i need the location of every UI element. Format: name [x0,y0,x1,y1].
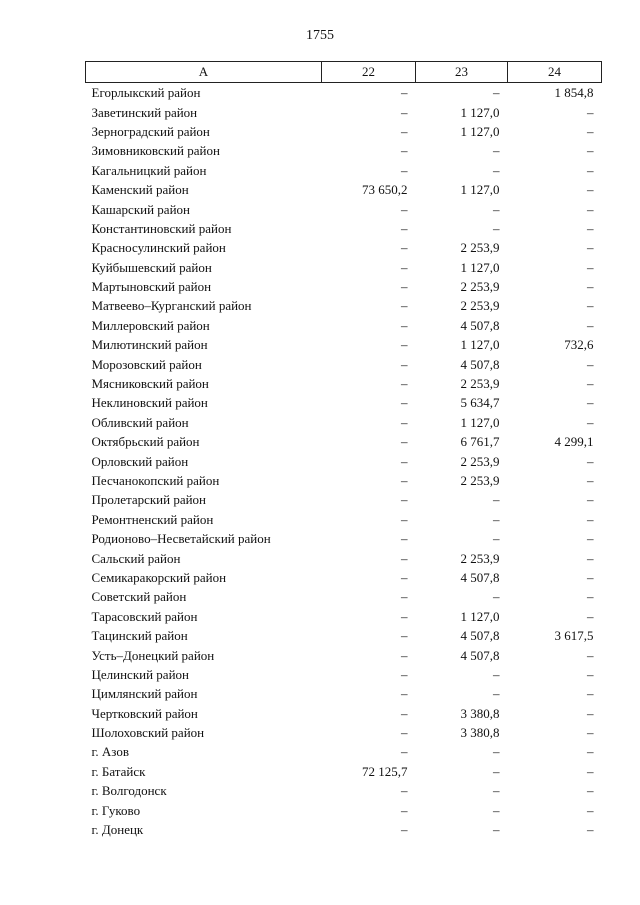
table-row [86,529,602,548]
municipality-name: Семикаракорский район [91,569,227,585]
page-number: 1755 [306,28,334,43]
municipality-name: Заветинский район [91,104,198,120]
table-row [86,141,602,160]
municipality-name: Морозовский район [91,356,202,372]
table-row [86,762,602,781]
value-col-23: – [493,822,500,838]
value-col-24: – [587,453,594,469]
value-col-24: – [587,356,594,372]
table-row [86,684,602,703]
municipality-name: Обливский район [91,414,189,430]
value-col-23: 5 634,7 [460,395,500,411]
table-row [86,626,602,645]
header-row [86,62,602,83]
municipality-name: Орловский район [91,453,189,469]
value-col-23: – [493,802,500,818]
value-col-24: – [587,143,594,159]
value-col-24: – [587,705,594,721]
municipality-name: Целинский район [91,666,189,682]
value-col-22: – [401,414,408,430]
value-col-22: – [401,162,408,178]
value-col-22: – [401,123,408,139]
value-col-23: 4 507,8 [460,317,500,333]
table-row [86,704,602,723]
value-col-24: – [587,783,594,799]
value-col-24: – [587,550,594,566]
column-header-22: 22 [322,62,416,83]
municipality-name: Тацинский район [91,628,188,644]
value-col-23: – [493,511,500,527]
table-row [86,413,602,432]
value-col-24: – [587,511,594,527]
column-header-23: 23 [416,62,508,83]
value-col-23: – [493,666,500,682]
value-col-23: – [493,201,500,217]
table-row [86,258,602,277]
value-col-22: – [401,434,408,450]
value-col-24: – [587,220,594,236]
value-col-24: – [587,259,594,275]
value-col-24: – [587,686,594,702]
table-row [86,490,602,509]
municipality-name: Усть–Донецкий район [91,647,215,663]
table-row [86,781,602,800]
value-col-23: – [493,783,500,799]
municipality-name: Ремонтненский район [91,511,214,527]
value-col-23: 1 127,0 [460,259,500,275]
value-col-22: – [401,395,408,411]
value-col-22: – [401,279,408,295]
municipality-name: Пролетарский район [91,492,207,508]
value-col-23: – [493,531,500,547]
value-col-23: 6 761,7 [460,434,500,450]
municipality-name: Миллеровский район [91,317,210,333]
municipality-name: Мартыновский район [91,279,212,295]
value-col-22: – [401,647,408,663]
value-col-24: – [587,104,594,120]
value-col-23: – [493,143,500,159]
table-row [86,742,602,761]
value-col-24: – [587,123,594,139]
value-col-23: – [493,492,500,508]
value-col-23: 4 507,8 [460,569,500,585]
value-col-23: – [493,220,500,236]
value-col-23: 1 127,0 [460,414,500,430]
value-col-22: – [401,666,408,682]
value-col-22: – [401,511,408,527]
value-col-24: – [587,666,594,682]
value-col-22: – [401,492,408,508]
table-row [86,277,602,296]
value-col-22: – [401,569,408,585]
value-col-22: – [401,85,408,101]
value-col-23: 1 127,0 [460,182,500,198]
value-col-23: – [493,85,500,101]
value-col-23: 2 253,9 [460,550,500,566]
table-row [86,335,602,354]
value-col-23: 2 253,9 [460,298,500,314]
municipality-name: г. Волгодонск [91,783,167,799]
value-col-23: – [493,763,500,779]
table-row [86,568,602,587]
municipality-name: Шолоховский район [91,725,205,741]
value-col-22: – [401,550,408,566]
budget-table [85,61,602,839]
value-col-23: 4 507,8 [460,647,500,663]
value-col-22: – [401,376,408,392]
value-col-23: 2 253,9 [460,376,500,392]
municipality-name: Егорлыкский район [91,85,201,101]
table-row [86,451,602,470]
value-col-22: – [401,802,408,818]
table-row [86,161,602,180]
value-col-23: – [493,589,500,605]
value-col-22: – [401,744,408,760]
value-col-24: – [587,589,594,605]
value-col-24: – [587,279,594,295]
municipality-name: Красносулинский район [91,240,226,256]
table-row [86,296,602,315]
value-col-22: – [401,783,408,799]
municipality-name: Зерноградский район [91,123,210,139]
value-col-23: – [493,162,500,178]
column-header-name: А [86,62,322,83]
value-col-23: 3 380,8 [460,705,500,721]
municipality-name: г. Азов [91,744,129,760]
municipality-name: Советский район [91,589,187,605]
value-col-23: 4 507,8 [460,628,500,644]
value-col-22: – [401,453,408,469]
municipality-name: Родионово–Несветайский район [91,531,271,547]
value-col-24: – [587,744,594,760]
value-col-24: – [587,473,594,488]
table-row [86,122,602,141]
table-row [86,238,602,257]
value-col-22: – [401,608,408,624]
municipality-name: Каменский район [91,182,189,198]
value-col-23: – [493,686,500,702]
value-col-24: – [587,822,594,838]
value-col-24: – [587,802,594,818]
table-row [86,393,602,412]
table-header [86,62,602,83]
value-col-24: – [587,201,594,217]
table-row [86,180,602,199]
value-col-22: – [401,240,408,256]
value-col-22: – [401,589,408,605]
value-col-22: – [401,143,408,159]
value-col-22: – [401,259,408,275]
municipality-name: Кагальницкий район [91,162,207,178]
table-row [86,510,602,529]
table-row [86,354,602,373]
table-row [86,83,602,103]
table-row [86,219,602,238]
value-col-22: 72 125,7 [362,763,408,779]
municipality-name: Зимовниковский район [91,143,220,159]
value-col-23: – [493,744,500,760]
value-col-22: – [401,725,408,741]
municipality-name: Константиновский район [91,220,232,236]
value-col-24: – [587,763,594,779]
value-col-24: – [587,240,594,256]
value-col-23: 1 127,0 [460,337,500,353]
municipality-name: Милютинский район [91,337,208,353]
value-col-24: 1 854,8 [554,85,594,101]
value-col-22: – [401,104,408,120]
value-col-24: – [587,298,594,314]
value-col-23: 4 507,8 [460,356,500,372]
municipality-name: Куйбышевский район [91,259,212,275]
municipality-name: Цимлянский район [91,686,198,702]
municipality-name: Мясниковский район [91,376,209,392]
value-col-24: – [587,376,594,392]
value-col-22: – [401,317,408,333]
municipality-name: Тарасовский район [91,608,198,624]
value-col-22: – [401,220,408,236]
value-col-24: 3 617,5 [554,628,594,644]
municipality-name: Октябрьский район [91,434,200,450]
table-row [86,316,602,335]
value-col-23: 2 253,9 [460,240,500,256]
table-row [86,199,602,218]
table-row [86,587,602,606]
table-row [86,820,602,839]
value-col-24: – [587,725,594,741]
table-row [86,432,602,451]
value-col-24: – [587,569,594,585]
municipality-name: г. Донецк [91,822,144,838]
value-col-22: – [401,298,408,314]
value-col-24: – [587,182,594,198]
value-col-22: – [401,822,408,838]
value-col-22: – [401,337,408,353]
table-row [86,607,602,626]
value-col-23: 1 127,0 [460,608,500,624]
value-col-24: 4 299,1 [554,434,594,450]
value-col-23: 1 127,0 [460,104,500,120]
value-col-22: – [401,686,408,702]
value-col-24: – [587,647,594,663]
value-col-24: – [587,608,594,624]
table-body [86,83,602,840]
municipality-name: Сальский район [91,550,181,566]
table-row [86,471,602,490]
value-col-24: – [587,317,594,333]
municipality-name: Песчанокопский район [91,473,220,488]
table-row [86,723,602,742]
table-row [86,548,602,567]
municipality-name: Кашарский район [91,201,190,217]
value-col-23: 3 380,8 [460,725,500,741]
value-col-22: – [401,473,408,488]
table-row [86,102,602,121]
value-col-23: 2 253,9 [460,473,500,488]
value-col-22: – [401,201,408,217]
table-row [86,645,602,664]
value-col-24: – [587,395,594,411]
value-col-24: – [587,162,594,178]
table-row [86,374,602,393]
column-header-24: 24 [508,62,602,83]
municipality-name: г. Гуково [91,802,141,818]
value-col-24: 732,6 [564,337,594,353]
table-row [86,665,602,684]
municipality-name: Матвеево–Курганский район [91,298,252,314]
value-col-24: – [587,531,594,547]
municipality-name: г. Батайск [91,763,146,779]
value-col-22: – [401,628,408,644]
value-col-23: 2 253,9 [460,453,500,469]
value-col-24: – [587,414,594,430]
municipality-name: Неклиновский район [91,395,208,411]
municipality-name: Чертковский район [91,705,198,721]
value-col-24: – [587,492,594,508]
value-col-23: 2 253,9 [460,279,500,295]
value-col-22: – [401,356,408,372]
value-col-22: 73 650,2 [362,182,408,198]
value-col-23: 1 127,0 [460,123,500,139]
table-row [86,800,602,819]
value-col-22: – [401,705,408,721]
value-col-22: – [401,531,408,547]
